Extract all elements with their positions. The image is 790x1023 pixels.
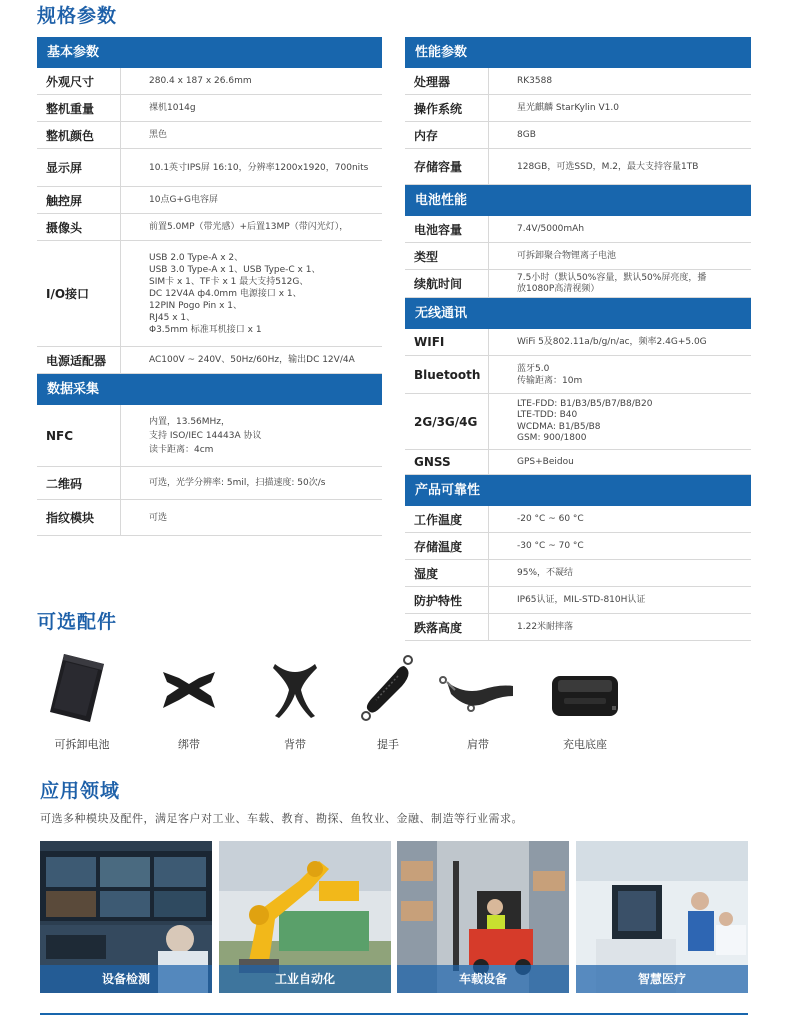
table-row [37,405,382,467]
right-spec-column [405,37,751,641]
row-key: 内存 [405,122,489,148]
row-key: GNSS [405,450,489,474]
reliability-header: 产品可靠性 [405,475,751,506]
accessories-title: 可选配件 [37,611,118,633]
accessory-battery [27,650,137,752]
accessory-charging-dock [530,650,640,752]
table-row [405,533,751,560]
table-row [37,347,382,374]
row-key: 跌落高度 [405,614,489,640]
specs-title: 规格参数 [37,5,118,27]
table-row [37,500,382,536]
row-key: 操作系统 [405,95,489,121]
application-card-vehicle-equipment [397,841,569,993]
charging-dock-icon [540,650,630,726]
table-row [37,241,382,347]
row-value: -20 °C ~ 60 °C [517,514,584,524]
table-row [405,394,751,450]
table-row [405,587,751,614]
row-value: RK3588 [517,76,553,86]
battery-pack-icon [42,650,122,726]
table-row [37,214,382,241]
row-value: 10.1英寸IPS屏 16:10，分辨率1200x1920，700nits [149,162,369,173]
table-row [37,149,382,187]
row-value: 7.5小时（默认50%容量，默认50%屏亮度，播 放1080P高清视频） [517,272,707,294]
accessory-shoulder-strap [423,650,533,752]
row-value: 可选，光学分辨率: 5mil，扫描速度: 50次/s [149,478,326,488]
row-value: 10点G+G电容屏 [149,195,218,205]
basic-params-table [37,68,382,374]
table-row [405,450,751,475]
table-row [405,356,751,394]
row-key: 整机重量 [37,95,121,121]
row-value: 星光麒麟 StarKylin V1.0 [517,103,619,113]
table-row [405,329,751,356]
table-row [405,506,751,533]
row-value: 280.4 x 187 x 26.6mm [149,76,252,86]
row-value: 裸机1014g [149,103,196,113]
row-value: 8GB [517,130,536,140]
accessory-label: 肩带 [467,738,489,751]
row-value: 7.4V/5000mAh [517,224,585,234]
wireless-header: 无线通讯 [405,298,751,329]
row-value: 内置，13.56MHz， 支持 ISO/IEC 14443A 协议 读卡距离：4cm [149,416,262,455]
row-value: IP65认证，MIL-STD-810H认证 [517,595,646,605]
table-row [405,614,751,641]
shoulder-strap-icon [433,650,523,726]
accessory-label: 提手 [377,738,399,751]
row-value: 1.22米耐摔落 [517,622,574,632]
row-value: 前置5.0MP（带光感）+后置13MP（带闪光灯）， [149,222,349,232]
row-value: 可拆卸聚合物锂离子电池 [517,251,617,261]
table-row [405,68,751,95]
accessory-label: 可拆卸电池 [54,738,110,751]
row-key: I/O接口 [37,241,121,346]
row-key: 显示屏 [37,149,121,186]
row-key: 工作温度 [405,506,489,532]
accessory-label: 充电底座 [563,738,607,751]
row-value: 黑色 [149,130,168,140]
row-value: LTE-FDD: B1/B3/B5/B7/B8/B20 LTE-TDD: B40 WCDMA: B1/B5/B8 GSM: 900/1800 [517,398,653,443]
row-key: 2G/3G/4G [405,394,489,449]
row-value: -30 °C ~ 70 °C [517,541,584,551]
table-row [405,560,751,587]
table-row [405,270,751,298]
row-key: Bluetooth [405,356,489,393]
row-key: WIFI [405,329,489,355]
hand-strap-icon [149,650,229,726]
data-collection-table [37,405,382,536]
table-row [37,467,382,500]
application-card-smart-medical [576,841,748,993]
row-value: USB 2.0 Type-A x 2、 USB 3.0 Type-A x 1、USB Type-C x 1、 SIM卡 x 1、TF卡 x 1 最大支持512G、 DC 12V4A ф4.0mm 电源接口 x 1、 12PIN Pogo Pin x 1、 RJ45 x 1、 Φ3.5mm 标准耳机接口 x 1 [149,252,321,335]
table-row [405,216,751,243]
battery-table [405,216,751,298]
performance-header: 性能参数 [405,37,751,68]
row-value: 蓝牙5.0 传输距离：10m [517,363,583,386]
table-row [37,68,382,95]
back-strap-icon [255,650,335,726]
table-row [37,187,382,214]
row-value: GPS+Beidou [517,457,574,467]
row-value: WiFi 5及802.11a/b/g/n/ac，频率2.4G+5.0G [517,337,707,347]
applications-description: 可选多种模块及配件，满足客户对工业、车载、教育、勘探、鱼牧业、金融、制造等行业需求。 [40,812,523,825]
application-card-industrial-automation [219,841,391,993]
row-key: 二维码 [37,467,121,499]
performance-table [405,68,751,185]
row-key: 外观尺寸 [37,68,121,94]
row-key: 电池容量 [405,216,489,242]
row-key: 整机颜色 [37,122,121,148]
row-value: AC100V ~ 240V、50Hz/60Hz，输出DC 12V/4A [149,355,355,365]
row-value: 128GB，可选SSD，M.2，最大支持容量1TB [517,161,699,172]
row-key: 防护特性 [405,587,489,613]
table-row [405,122,751,149]
row-value: 95%，不凝结 [517,568,574,578]
battery-header: 电池性能 [405,185,751,216]
application-card-label: 设备检测 [40,965,212,993]
table-row [405,95,751,122]
row-key: 类型 [405,243,489,269]
handle-icon [348,650,428,726]
application-card-equipment-inspection [40,841,212,993]
data-collection-header: 数据采集 [37,374,382,405]
application-card-label: 工业自动化 [219,965,391,993]
accessory-label: 背带 [284,738,306,751]
row-key: 电源适配器 [37,347,121,373]
row-key: 湿度 [405,560,489,586]
applications-title: 应用领域 [40,780,121,802]
reliability-table [405,506,751,641]
accessory-hand-strap [134,650,244,752]
row-key: 触控屏 [37,187,121,213]
row-key: 存储温度 [405,533,489,559]
application-card-label: 车载设备 [397,965,569,993]
table-row [405,149,751,185]
footer-divider [40,1013,748,1015]
row-key: 处理器 [405,68,489,94]
basic-params-header: 基本参数 [37,37,382,68]
table-row [405,243,751,270]
left-spec-column [37,37,382,536]
row-value: 可选 [149,512,168,523]
wireless-table [405,329,751,475]
table-row [37,122,382,149]
row-key: 摄像头 [37,214,121,240]
table-row [37,95,382,122]
row-key: 存储容量 [405,149,489,184]
row-key: NFC [37,405,121,466]
row-key: 续航时间 [405,270,489,297]
accessory-label: 绑带 [178,738,200,751]
row-key: 指纹模块 [37,500,121,535]
application-card-label: 智慧医疗 [576,965,748,993]
